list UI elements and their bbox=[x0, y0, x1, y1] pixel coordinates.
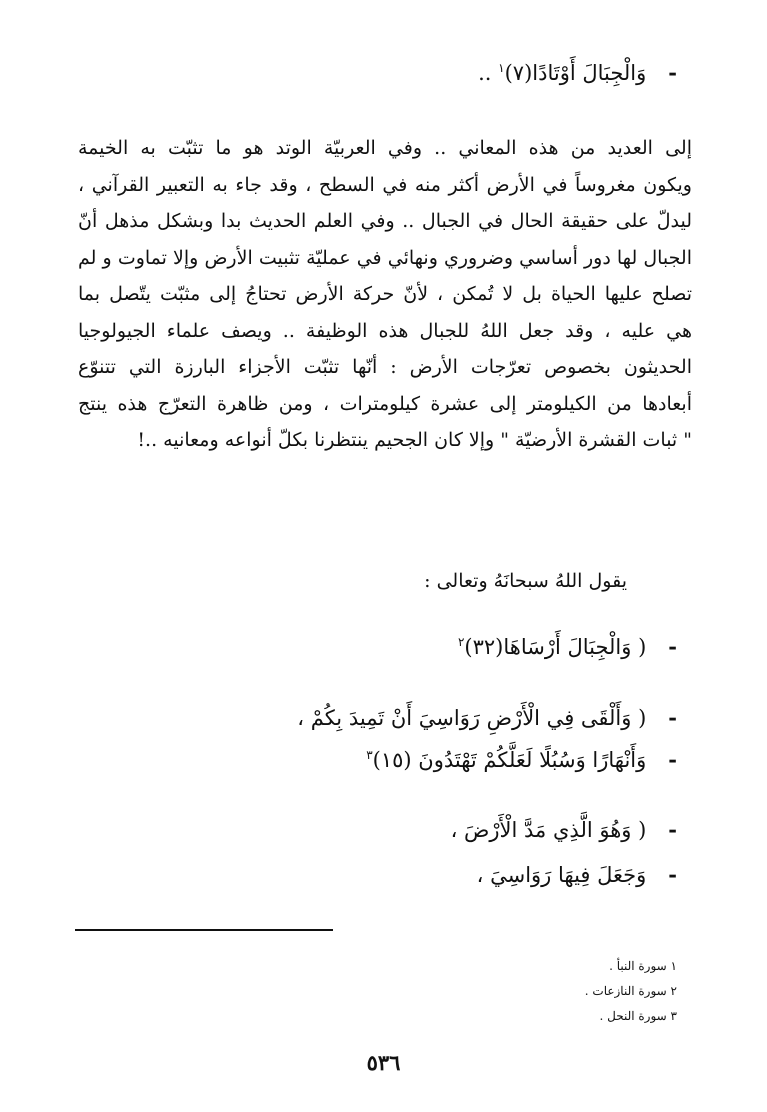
footnote: ٢ سورة النازعات . bbox=[584, 984, 677, 998]
footnote: ١ سورة النبأ . bbox=[609, 959, 677, 973]
verse-dash: - bbox=[668, 747, 677, 772]
verse-dash: - bbox=[668, 705, 677, 730]
footnote-ref: ٢ bbox=[457, 635, 465, 649]
verse-line bbox=[458, 632, 677, 662]
paragraph-line: " ثبات القشرة الأرضيّة " وإلا كان الجحيم ينتظرنا بكلّ أنواعه ومعانيه ..! bbox=[137, 429, 692, 451]
paragraph-line: هي عليه ، وقد جعل اللهُ للجبال هذه الوظيفة .. ويصف علماء الجيولوجيا bbox=[78, 319, 692, 342]
verse-trail: .. bbox=[478, 61, 492, 85]
paragraph-line: أبعادها من الكيلومتر إلى عشرة كيلومترات ، ومن ظاهرة التعرّج هذه ينتج bbox=[78, 392, 692, 415]
quran-intro: يقول اللهُ سبحانَهُ وتعالى : bbox=[424, 570, 627, 592]
verse-dash: - bbox=[668, 862, 677, 887]
verse-line-top bbox=[478, 58, 677, 88]
verse-dash: - bbox=[668, 634, 677, 659]
footnote-separator bbox=[75, 929, 333, 931]
verse-text: وَالْجِبَالَ أَوْتَادًا(٧)$^١$ .. bbox=[478, 61, 647, 85]
verse-line bbox=[297, 703, 677, 733]
page-number: ٥٣٦ bbox=[366, 1050, 401, 1075]
verse-text: ( وَهُوَ الَّذِي مَدَّ الْأَرْضَ ، bbox=[450, 818, 647, 842]
footnote-ref: ١ bbox=[498, 61, 505, 75]
verse-text: ( وَالْجِبَالَ أَرْسَاهَا(٣٢)$^٢$ bbox=[457, 635, 647, 659]
verse-line bbox=[477, 860, 677, 890]
verse-text: وَأَنْهَارًا وَسُبُلًا لَعَلَّكُمْ تَهْتَدُونَ (١٥)$^٣$ bbox=[366, 748, 647, 772]
paragraph-line: الحديثون بخصوص تعرّجات الأرض : أنّها تثبّت الأجزاء البارزة التي تتنوّع bbox=[78, 356, 692, 378]
paragraph-line: ليدلّ على حقيقة الحال في الجبال .. وفي العلم الحديث بدا وبشكل مذهل أنّ bbox=[78, 210, 692, 232]
verse-line bbox=[451, 815, 677, 845]
verse-dash: - bbox=[668, 60, 677, 85]
paragraph-line: ويكون مغروساً في الأرض أكثر منه في السطح ، وقد جاء به التعبير القرآني ، bbox=[78, 173, 692, 196]
paragraph-line: إلى العديد من هذه المعاني .. وفي العربيّة الوتد هو ما تثبّت به الخيمة bbox=[78, 137, 692, 159]
paragraph-line: الجبال لها دور أساسي وضروري ونهائي في عمليّة تثبيت الأرض وإلا تماوت و لم bbox=[78, 246, 692, 269]
verse-dash: - bbox=[668, 817, 677, 842]
verse-line bbox=[366, 745, 677, 775]
verse-text: ( وَأَلْقَى فِي الْأَرْضِ رَوَاسِيَ أَنْ تَمِيدَ بِكُمْ ، bbox=[297, 706, 647, 730]
verse-text: وَجَعَلَ فِيهَا رَوَاسِيَ ، bbox=[476, 863, 647, 887]
footnotes bbox=[585, 954, 677, 1029]
footnote-ref: ٣ bbox=[366, 748, 373, 762]
body-paragraph bbox=[78, 130, 692, 459]
paragraph-line: تصلح عليها الحياة بل لا تُمكن ، لأنّ حركة الأرض تحتاجُ إلى مثبّت يتّصل بما bbox=[78, 283, 692, 305]
footnote: ٣ سورة النحل . bbox=[599, 1009, 677, 1023]
